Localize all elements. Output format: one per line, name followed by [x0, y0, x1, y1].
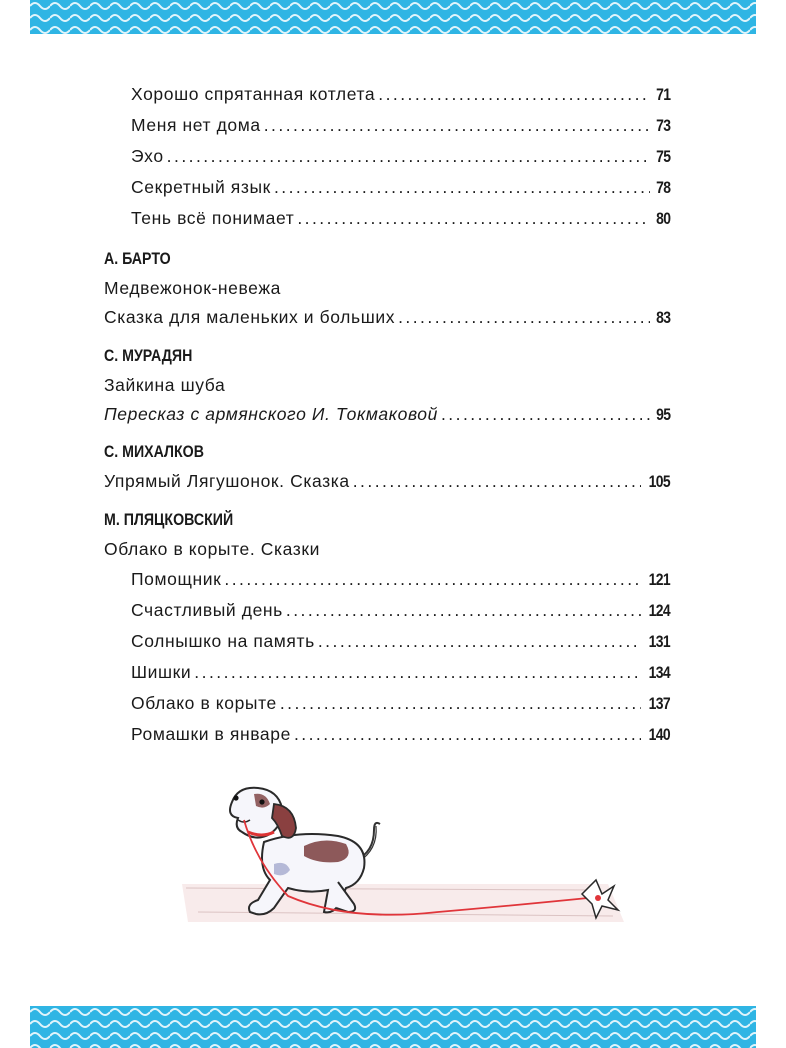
- dot-leader: [286, 600, 641, 621]
- toc-entry-title: Помощник: [131, 569, 222, 589]
- dot-leader: [194, 662, 641, 683]
- toc-entry[interactable]: [104, 404, 670, 432]
- toc-entry-title: Шишки: [131, 662, 192, 682]
- toc-entry-title: Секретный язык: [131, 177, 271, 197]
- toc-entry-title: Меня нет дома: [131, 115, 261, 135]
- author-heading: С. МИХАЛКОВ: [104, 443, 204, 461]
- toc-entry-title: Упрямый Лягушонок. Сказка: [104, 471, 350, 491]
- dot-leader: [378, 84, 649, 105]
- toc-entry-page: 75: [655, 147, 670, 166]
- author-heading: С. МУРАДЯН: [104, 347, 193, 365]
- wave-pattern-icon: [30, 0, 756, 34]
- toc-entry[interactable]: [104, 177, 670, 205]
- toc-entry-page: 121: [648, 570, 670, 589]
- dot-leader: [318, 631, 641, 652]
- toc-entry[interactable]: [104, 471, 670, 499]
- toc-entry[interactable]: [104, 569, 670, 597]
- dot-leader: [297, 208, 649, 229]
- toc-entry[interactable]: [104, 115, 670, 143]
- toc-entry-page: 83: [655, 308, 670, 327]
- toc-entry-page: 124: [648, 601, 670, 620]
- toc-entry-page: 105: [648, 472, 670, 491]
- toc-entry-title: Эхо: [131, 146, 164, 166]
- toc-entry-page: 71: [655, 85, 670, 104]
- toc-entry-page: 134: [648, 663, 670, 682]
- author-heading: М. ПЛЯЦКОВСКИЙ: [104, 511, 234, 529]
- toc-entry-title: Хорошо спрятанная котлета: [131, 84, 376, 104]
- toc-entry[interactable]: [104, 600, 670, 628]
- work-title: Медвежонок-невежа: [104, 278, 281, 298]
- toc-entry-page: 80: [655, 209, 670, 228]
- toc-entry-page: 140: [648, 725, 670, 744]
- toc-entry-page: 137: [648, 694, 670, 713]
- top-border-pattern: [30, 0, 756, 34]
- bottom-border-pattern: [30, 1006, 756, 1048]
- toc-entry-title: Облако в корыте: [131, 693, 277, 713]
- dot-leader: [294, 724, 641, 745]
- dot-leader: [167, 146, 650, 167]
- dot-leader: [280, 693, 641, 714]
- toc-entry[interactable]: [104, 693, 670, 721]
- toc-entry-page: 95: [655, 405, 670, 424]
- toc-entry[interactable]: [104, 307, 670, 335]
- toc-entry-title: Сказка для маленьких и больших: [104, 307, 396, 327]
- toc-entry-page: 73: [655, 116, 670, 135]
- dot-leader: [353, 471, 641, 492]
- toc-entry[interactable]: [104, 146, 670, 174]
- toc-entry-page: 131: [648, 632, 670, 651]
- toc-entry[interactable]: [104, 631, 670, 659]
- dot-leader: [224, 569, 641, 590]
- toc-entry[interactable]: [104, 724, 670, 752]
- toc-entry-title: Счастливый день: [131, 600, 283, 620]
- toc-entry-title: Солнышко на память: [131, 631, 315, 651]
- puppy-with-leash-illustration: [178, 772, 628, 972]
- toc-entry[interactable]: [104, 84, 670, 112]
- work-title: Облако в корыте. Сказки: [104, 539, 321, 559]
- dot-leader: [441, 404, 650, 425]
- dot-leader: [264, 115, 650, 136]
- toc-entry[interactable]: [104, 662, 670, 690]
- wave-pattern-icon: [30, 1006, 756, 1048]
- dot-leader: [274, 177, 650, 198]
- author-heading: А. БАРТО: [104, 250, 171, 268]
- toc-entry-title: Пересказ с армянского И. Токмаковой: [104, 404, 438, 424]
- toc-entry[interactable]: [104, 208, 670, 236]
- puppy-icon: [178, 772, 628, 972]
- toc-entry-title: Ромашки в январе: [131, 724, 291, 744]
- toc-entry-page: 78: [655, 178, 670, 197]
- dot-leader: [398, 307, 650, 328]
- work-title: Зайкина шуба: [104, 375, 226, 395]
- toc-entry-title: Тень всё понимает: [131, 208, 295, 228]
